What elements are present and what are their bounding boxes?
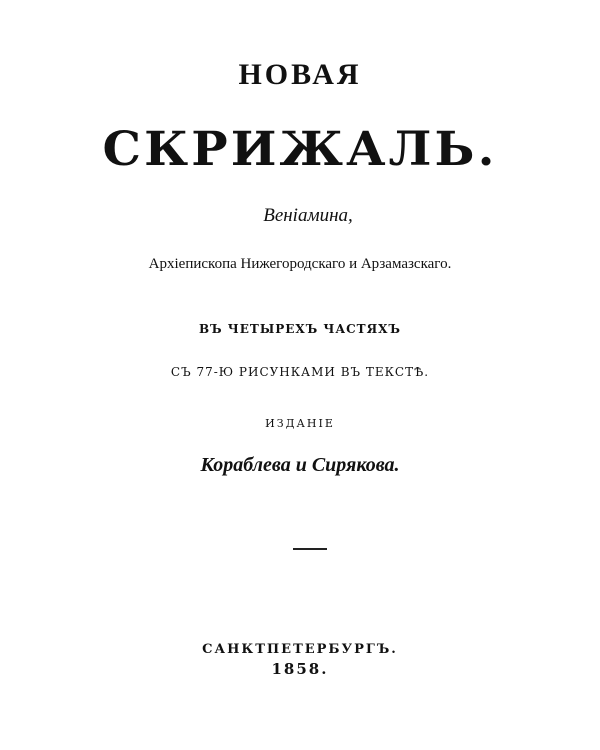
edition-label: ИЗДАНІЕ: [265, 417, 335, 430]
parts-note: ВЪ ЧЕТЫРЕХЪ ЧАСТЯХЪ: [199, 322, 401, 336]
title-line-2: СКРИЖАЛЬ.: [102, 122, 498, 177]
drawings-note: СЪ 77-Ю РИСУНКАМИ ВЪ ТЕКСТѢ.: [170, 365, 430, 379]
author-name: Веніамина,: [263, 205, 353, 226]
publishers: Кораблева и Сирякова.: [200, 454, 400, 476]
imprint-city: САНКТПЕТЕРБУРГЪ.: [202, 642, 398, 657]
divider-rule: [293, 548, 327, 550]
title-line-1: НОВАЯ: [238, 58, 362, 91]
author-rank: Архіепископа Нижегородскаго и Арзамазскаго.: [148, 256, 452, 272]
imprint-year: 1858.: [271, 660, 329, 678]
